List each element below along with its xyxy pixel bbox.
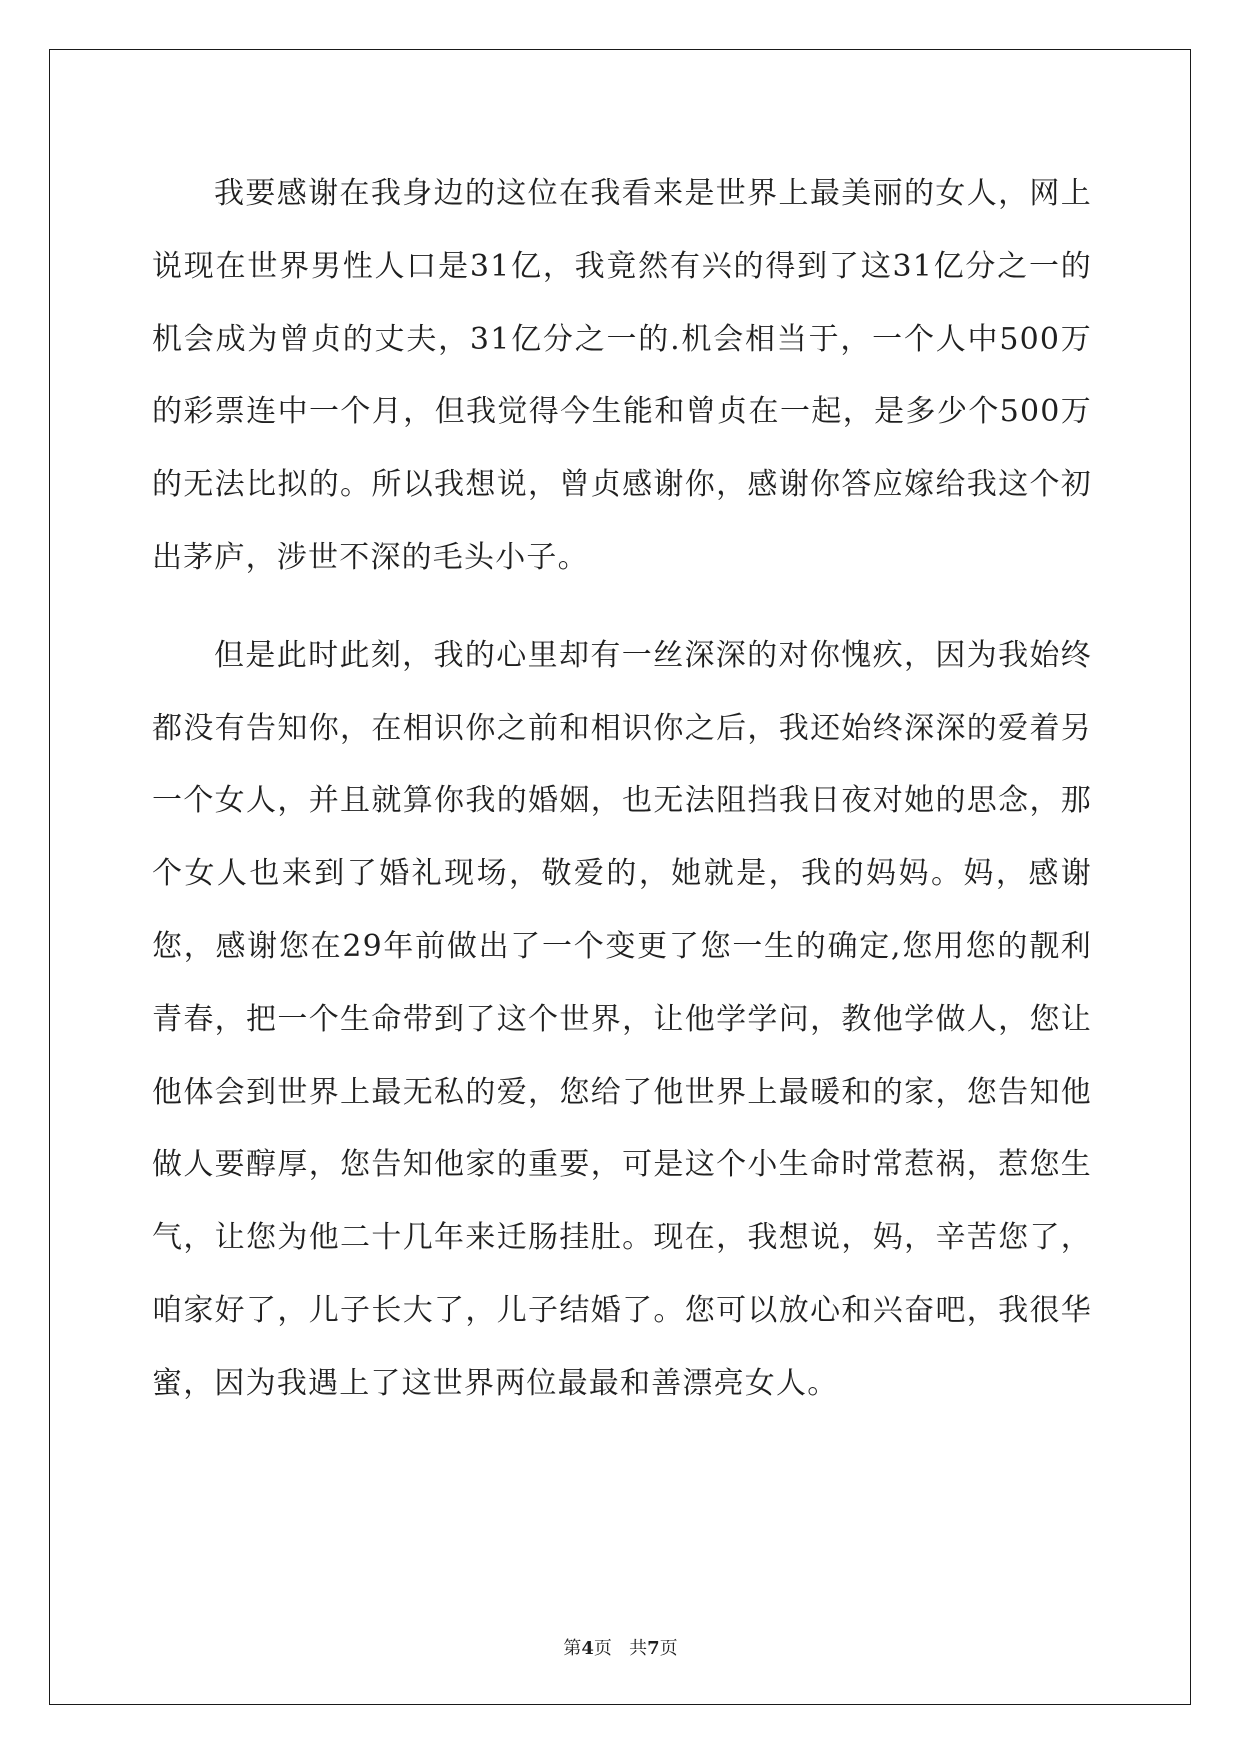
page-suffix: 页 <box>659 1638 678 1659</box>
paragraph-2: 但是此时此刻，我的心里却有一丝深深的对你愧疚，因为我始终都没有告知你，在相识你之前和相识你之后，我还始终深深的爱着另一个女人，并且就算你我的婚姻，也无法阻挡我日夜对她的思念，那个女人也来到了婚礼现场，敬爱的，她就是，我的妈妈。妈，感谢您，感谢您在29年前做出了一个变更了您一生的确定,您用您的靓利青春，把一个生命带到了这个世界，让他学学问，教他学做人，您让他体会到世界上最无私的爱，您给了他世界上最暖和的家，您告知他做人要醇厚，您告知他家的重要，可是这个小生命时常惹祸，惹您生气，让您为他二十几年来迁肠挂肚。现在，我想说，妈，辛苦您了，咱家好了，儿子长大了，儿子结婚了。您可以放心和兴奋吧，我很华蜜，因为我遇上了这世界两位最最和善漂亮女人。 <box>152 637 1092 1401</box>
current-page-number: 4 <box>581 1638 594 1659</box>
paragraph-1: 我要感谢在我身边的这位在我看来是世界上最美丽的女人，网上说现在世界男性人口是31亿，我竟然有兴的得到了这31亿分之一的机会成为曾贞的丈夫，31亿分之一的.机会相当于，一个人中500万的彩票连中一个月，但我觉得今生能和曾贞在一起，是多少个500万的无法比拟的。所以我想说，曾贞感谢你，感谢你答应嫁给我这个初出茅庐，涉世不深的毛头小子。 <box>152 176 1092 575</box>
page-prefix: 第 <box>563 1638 582 1659</box>
total-pages-number: 7 <box>647 1638 660 1659</box>
document-body <box>152 158 1092 1446</box>
page-number-footer <box>0 1634 1241 1660</box>
page-middle-text: 页 共 <box>593 1638 648 1659</box>
